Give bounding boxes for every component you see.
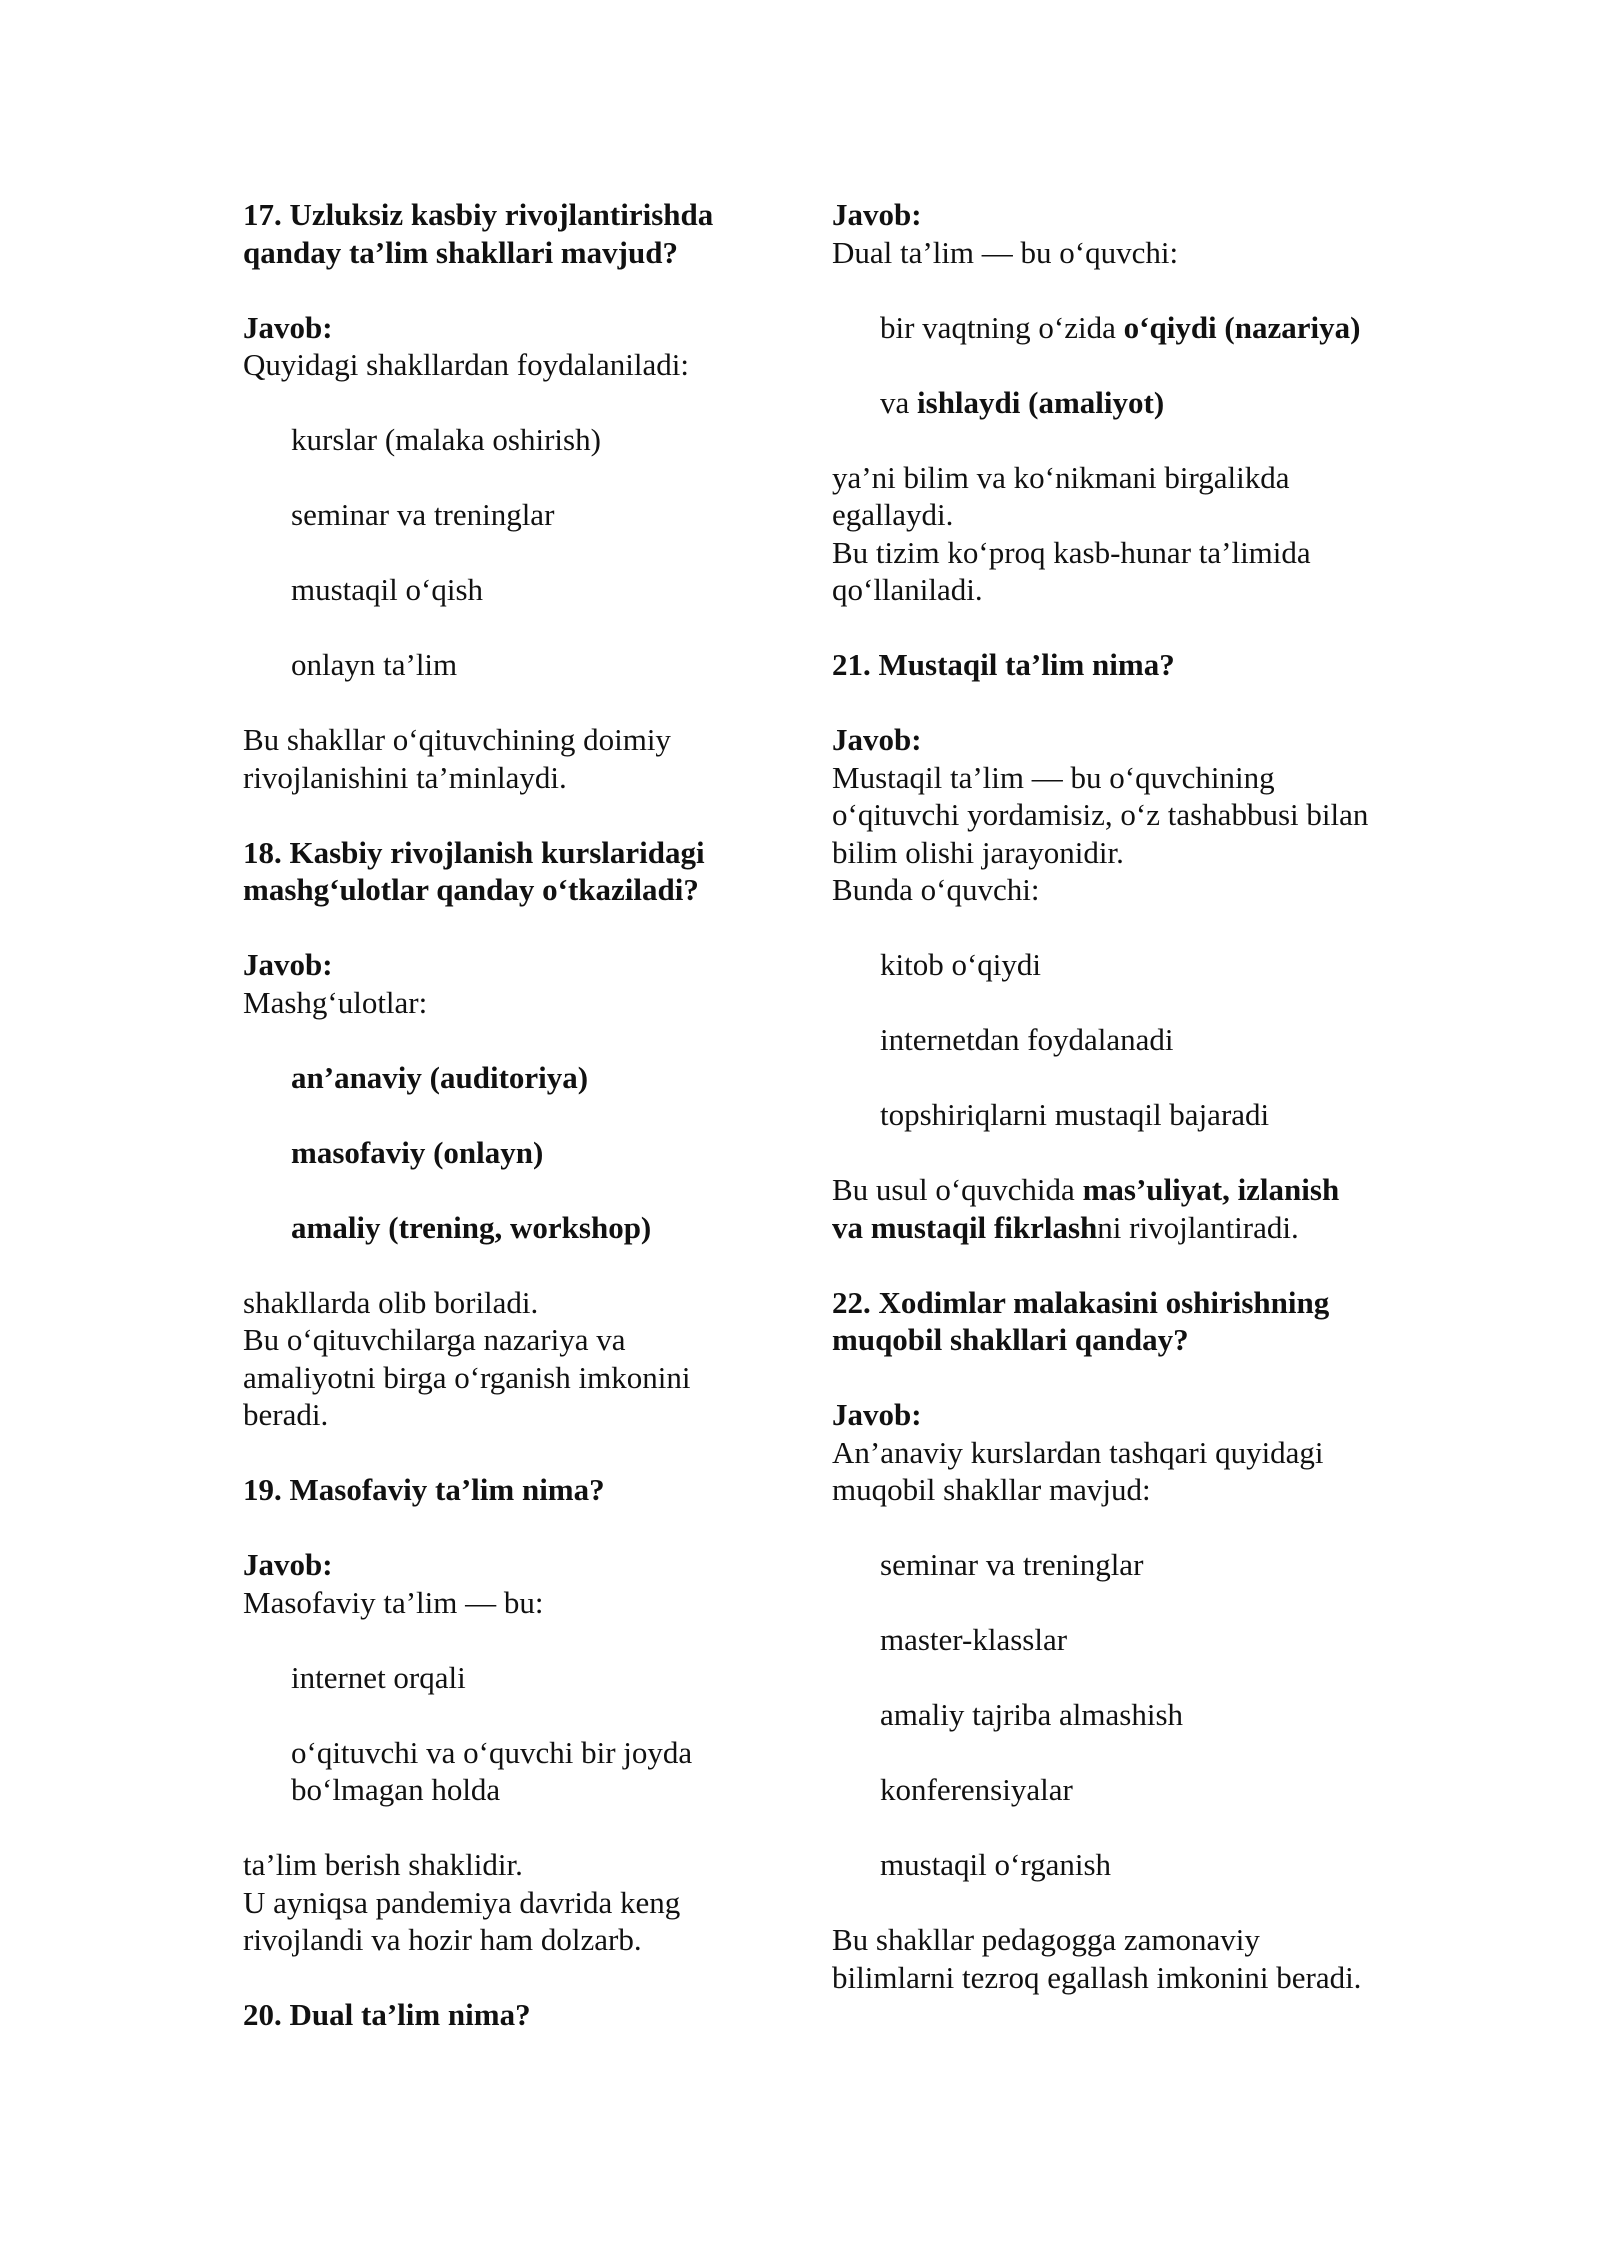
answer-outro: shakllarda olib boriladi. — [243, 1284, 539, 1320]
answer-intro: Mustaqil ta’lim — bu o‘quvchining o‘qituvchi yordamisiz, o‘z tashabbusi bilan bilim olishi jarayonidir. — [832, 759, 1369, 870]
answer-list — [243, 1659, 763, 1809]
list-item — [291, 1209, 763, 1247]
answer-intro: Quyidagi shakllardan foydalaniladi: — [243, 347, 689, 382]
list-item: internet orqali — [291, 1659, 466, 1695]
answer-label: Javob: — [832, 722, 922, 757]
question-17 — [243, 196, 763, 796]
answer-outro: Bu o‘qituvchilarga nazariya va amaliyotni birga o‘rganish imkonini beradi. — [243, 1322, 691, 1432]
list-item: seminar va treninglar — [880, 1547, 1144, 1582]
question-title: 18. Kasbiy rivojlanish kurslaridagi mashg‘ulotlar qanday o‘tkaziladi? — [243, 834, 705, 907]
answer-intro: An’anaviy kurslardan tashqari quyidagi muqobil shakllar mavjud: — [832, 1434, 1324, 1507]
question-21 — [832, 646, 1377, 1246]
answer-outro: Bu shakllar pedagogga zamonaviy bilimlarni tezroq egallash imkonini beradi. — [832, 1922, 1362, 1995]
list-item-bold: amaliy (trening, workshop) — [291, 1209, 652, 1245]
right-column — [832, 196, 1377, 1996]
question-title: 21. Mustaqil ta’lim nima? — [832, 647, 1175, 682]
outro-text: ni rivojlantiradi. — [1097, 1209, 1299, 1245]
list-item: amaliy tajriba almashish — [880, 1697, 1184, 1732]
question-20-answer — [832, 196, 1377, 609]
list-item-bold: an’anaviy (auditoriya) — [291, 1059, 589, 1095]
list-item: kurslar (malaka oshirish) — [291, 422, 601, 457]
list-item: master-klasslar — [880, 1622, 1068, 1657]
list-item: o‘qituvchi va o‘quvchi bir joyda bo‘lmagan holda — [291, 1734, 693, 1807]
question-title: 22. Xodimlar malakasini oshirishning muqobil shakllari qanday? — [832, 1284, 1330, 1357]
outro-text: Bu usul o‘quvchida — [832, 1172, 1083, 1207]
question-19 — [243, 1471, 763, 1959]
answer-list — [832, 309, 1377, 422]
list-item: internetdan foydalanadi — [880, 1022, 1174, 1057]
question-20-title — [243, 1996, 763, 2034]
answer-list — [832, 946, 1377, 1134]
answer-list — [243, 421, 763, 684]
left-column — [243, 196, 763, 2034]
list-item-text: va — [880, 384, 918, 420]
list-item: mustaqil o‘qish — [291, 572, 484, 607]
question-title: 20. Dual ta’lim nima? — [243, 1997, 531, 2032]
list-item — [291, 1134, 763, 1172]
list-item: kitob o‘qiydi — [880, 947, 1042, 982]
list-item — [291, 1059, 763, 1097]
answer-intro: Mashg‘ulotlar: — [243, 984, 428, 1020]
answer-label: Javob: — [243, 1547, 333, 1582]
answer-intro: Dual ta’lim — bu o‘quvchi: — [832, 234, 1179, 270]
list-item: konferensiyalar — [880, 1772, 1073, 1807]
answer-outro: ta’lim berish shaklidir. — [243, 1847, 523, 1882]
answer-outro: U ayniqsa pandemiya davrida keng rivojlandi va hozir ham dolzarb. — [243, 1884, 681, 1957]
question-18 — [243, 834, 763, 1434]
answer-list — [243, 1059, 763, 1247]
answer-label: Javob: — [832, 197, 922, 232]
answer-intro: Bunda o‘quvchi: — [832, 872, 1040, 907]
list-item-bold: o‘qiydi (nazariya) — [1123, 309, 1361, 345]
outro-bold: mas’uliyat, izlanish va mustaqil fikrlash — [832, 1172, 1340, 1245]
answer-outro: Bu shakllar o‘qituvchining doimiy rivojlanishini ta’minlaydi. — [243, 722, 671, 795]
list-item: mustaqil o‘rganish — [880, 1847, 1112, 1882]
list-item — [880, 384, 1377, 422]
answer-outro: ya’ni bilim va ko‘nikmani birgalikda egallaydi. — [832, 459, 1290, 532]
list-item-text: bir vaqtning o‘zida — [880, 309, 1124, 345]
answer-label: Javob: — [243, 309, 333, 345]
question-title: 19. Masofaviy ta’lim nima? — [243, 1472, 605, 1507]
list-item: seminar va treninglar — [291, 497, 555, 532]
answer-outro — [832, 1171, 1377, 1246]
answer-intro: Masofaviy ta’lim — bu: — [243, 1584, 544, 1620]
list-item — [880, 309, 1377, 347]
answer-label: Javob: — [832, 1397, 922, 1432]
question-22 — [832, 1284, 1377, 1997]
answer-outro: Bu tizim ko‘proq kasb-hunar ta’limida qo‘llaniladi. — [832, 534, 1311, 607]
answer-list — [832, 1546, 1377, 1884]
question-title: 17. Uzluksiz kasbiy rivojlantirishda qanday ta’lim shakllari mavjud? — [243, 197, 714, 270]
list-item-bold: ishlaydi (amaliyot) — [917, 384, 1165, 420]
answer-label: Javob: — [243, 947, 333, 982]
list-item: onlayn ta’lim — [291, 647, 458, 682]
list-item: topshiriqlarni mustaqil bajaradi — [880, 1097, 1270, 1132]
list-item-bold: masofaviy (onlayn) — [291, 1134, 544, 1170]
